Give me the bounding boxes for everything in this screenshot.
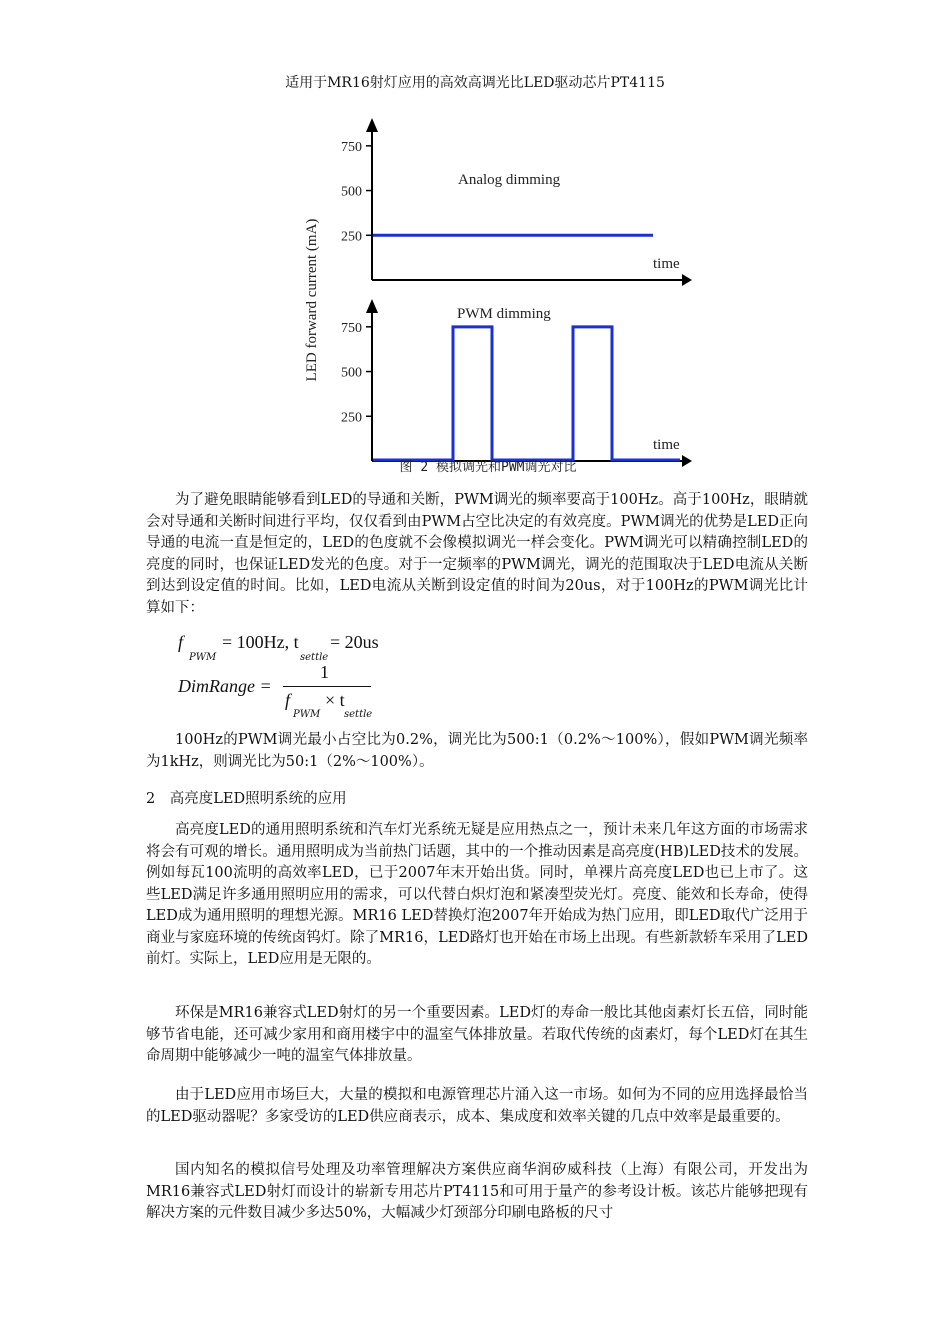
paragraph-dim-ratio: 100Hz的PWM调光最小占空比为0.2%，调光比为500:1（0.2%～100%），假如PWM调光频率为1kHz，则调光比为50:1（2%～100%）。 bbox=[146, 732, 808, 770]
bottom-ytick-label-500: 500 bbox=[341, 365, 362, 381]
paragraph-pwm-frequency: 为了避免眼睛能够看到LED的导通和关断，PWM调光的频率要高于100Hz。高于100Hz，眼睛就会对导通和关断时间进行平均，仅仅看到由PWM占空比决定的有效亮度。PWM调光的优势是LED正向导通的电流一直是恒定的，LED的色度就不会像模拟调光一样会变化。PWM调光可以精确控制LED的亮度的同时，也保证LED发光的色度。对于一定频率的PWM调光，调光的范围取决于LED电流从关断到达到设定值的时间。比如，LED电流从关断到设定值的时间为20us，对于100Hz的PWM调光比计算如下： bbox=[146, 492, 808, 616]
top-x-label: time bbox=[653, 256, 680, 272]
formula-f: f bbox=[178, 632, 184, 652]
figure-caption: 图 2 模拟调光和PWM调光对比 bbox=[399, 460, 577, 475]
top-ytick-label-500: 500 bbox=[341, 184, 362, 200]
formula-settle-sub-denominator: settle bbox=[344, 709, 373, 720]
bottom-ytick-label-250: 250 bbox=[341, 410, 362, 426]
y-axis-label: LED forward current (mA) bbox=[304, 218, 320, 382]
fraction-bar bbox=[283, 686, 371, 687]
formula-times-t: × t bbox=[325, 690, 345, 710]
bottom-x-label: time bbox=[653, 437, 680, 453]
formula-eq1-mid: = 100Hz, t bbox=[222, 632, 299, 652]
paragraph-pt4115: 国内知名的模拟信号处理及功率管理解决方案供应商华润矽威科技（上海）有限公司，开发出为MR16兼容式LED射灯而设计的崭新专用芯片PT4115和可用于量产的参考设计板。该芯片能够把现有解决方案的元件数目减少多达50%，大幅减少灯颈部分印刷电路板的尺寸 bbox=[146, 1162, 808, 1221]
paragraph-hb-led: 高亮度LED的通用照明系统和汽车灯光系统无疑是应用热点之一，预计未来几年这方面的市场需求将会有可观的增长。通用照明成为当前热门话题，其中的一个推动因素是高亮度(HB)LED技术的发展。例如每瓦100流明的高效率LED，已于2007年末开始出货。同时，单裸片高亮度LED也已上市了。这些LED满足许多通用照明应用的需求，可以代替白炽灯泡和紧凑型荧光灯。亮度、能效和长寿命，使得LED成为通用照明的理想光源。MR16 LED替换灯泡2007年开始成为热门应用，即LED取代广泛用于商业与家庭环境的传统卤钨灯。除了MR16，LED路灯也开始在市场上出现。有些新款轿车采用了LED前灯。实际上，LED应用是无限的。 bbox=[146, 822, 808, 967]
top-chart-title: Analog dimming bbox=[458, 172, 561, 188]
top-chart bbox=[341, 118, 692, 286]
top-x-arrow bbox=[682, 274, 692, 286]
paragraph-market: 由于LED应用市场巨大，大量的模拟和电源管理芯片涌入这一市场。如何为不同的应用选择最恰当的LED驱动器呢？多家受访的LED供应商表示，成本、集成度和效率关键的几点中效率是最重要的。 bbox=[146, 1087, 808, 1125]
bottom-y-arrow bbox=[366, 299, 378, 313]
bottom-chart-title: PWM dimming bbox=[457, 306, 551, 322]
formula-numerator: 1 bbox=[320, 662, 329, 682]
formula-settle-sub: settle bbox=[300, 652, 329, 663]
dimming-comparison-figure bbox=[0, 0, 950, 480]
top-ytick-label-750: 750 bbox=[341, 139, 362, 155]
paragraph-environment: 环保是MR16兼容式LED射灯的另一个重要因素。LED灯的寿命一般比其他卤素灯长五倍，同时能够节省电能，还可减少家用和商用楼宇中的温室气体排放量。若取代传统的卤素灯，每个LED灯在其生命周期中能够减少一吨的温室气体排放量。 bbox=[146, 1005, 808, 1064]
bottom-chart bbox=[341, 299, 692, 467]
pwm-dimming-waveform bbox=[373, 327, 680, 460]
bottom-ytick-label-750: 750 bbox=[341, 320, 362, 336]
formula-pwm-sub-denominator: PWM bbox=[293, 709, 321, 720]
formula-dimrange: DimRange = bbox=[178, 676, 272, 696]
formula-pwm-sub: PWM bbox=[189, 652, 217, 663]
top-y-arrow bbox=[366, 118, 378, 132]
formula-f-denominator: f bbox=[285, 690, 291, 710]
bottom-x-arrow bbox=[682, 455, 692, 467]
formula-eq1-end: = 20us bbox=[330, 632, 379, 652]
top-ytick-label-250: 250 bbox=[341, 229, 362, 245]
section-heading-2: 2 高亮度LED照明系统的应用 bbox=[146, 791, 347, 807]
page-header: 适用于MR16射灯应用的高效高调光比LED驱动芯片PT4115 bbox=[285, 75, 665, 91]
